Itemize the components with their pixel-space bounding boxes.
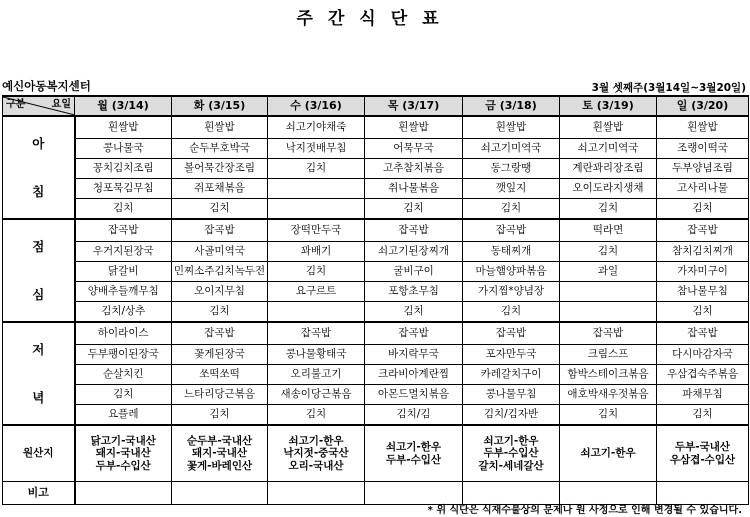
origin-cell [172, 425, 268, 482]
menu-item: 포항초무침 [365, 282, 463, 302]
origin-entry: 쇠고기-한우 [580, 447, 636, 460]
menu-item: 김치 [172, 405, 268, 426]
menu-row-lunch [3, 282, 749, 302]
menu-item: 취나물볶음 [365, 179, 463, 199]
menu-item: 어묵무국 [365, 139, 463, 159]
menu-item: 흰쌀밥 [172, 116, 268, 139]
origin-entry: 쇠고기-한우 [288, 435, 344, 448]
menu-item: 잡곡밥 [268, 322, 365, 345]
menu-item: 가지찜*양념장 [463, 282, 560, 302]
menu-item: 낙지젓배무침 [268, 139, 365, 159]
menu-item: 김치 [463, 199, 560, 220]
menu-item: 콩나물국 [75, 139, 172, 159]
menu-item: 잡곡밥 [365, 219, 463, 242]
meal-label-breakfast [3, 116, 75, 219]
menu-item: 느타리당근볶음 [172, 385, 268, 405]
menu-item: 깻잎지 [463, 179, 560, 199]
day-header-sun: 일 (3/20) [657, 96, 749, 116]
menu-item: 고사리나물 [657, 179, 749, 199]
day-header-mon: 월 (3/14) [75, 96, 172, 116]
menu-item: 꽃게된장국 [172, 345, 268, 365]
origin-cell [463, 425, 560, 482]
menu-item: 카레갈치구이 [463, 365, 560, 385]
menu-item: 두부양념조림 [657, 159, 749, 179]
footnote: * 위 식단은 식재수불상의 문제나 원 사정으로 인해 변경될 수 있습니다. [427, 505, 742, 516]
menu-item: 하이라이스 [75, 322, 172, 345]
origin-cell [365, 425, 463, 482]
origin-entry: 돼지-국내산 [95, 447, 151, 460]
meal-label-top: 아 [32, 136, 45, 152]
meal-label-top: 점 [32, 239, 45, 255]
meal-label-top: 저 [32, 342, 45, 358]
menu-item: 포자만두국 [463, 345, 560, 365]
menu-item: 김치/김 [365, 405, 463, 426]
menu-item: 김치 [560, 199, 657, 220]
menu-item: 참나물무침 [657, 282, 749, 302]
menu-item: 과일 [560, 262, 657, 282]
menu-item: 동그랑땡 [463, 159, 560, 179]
menu-item: 김치/상추 [75, 302, 172, 323]
menu-item: 쇠고기미역국 [463, 139, 560, 159]
center-name: 예신아동복지센터 [2, 79, 91, 93]
meal-label-bottom: 심 [32, 286, 45, 302]
menu-item: 김치 [75, 385, 172, 405]
menu-row-lunch [3, 219, 749, 242]
menu-item: 잡곡밥 [657, 322, 749, 345]
menu-item: 바지락무국 [365, 345, 463, 365]
menu-item [560, 302, 657, 323]
menu-item: 김치 [657, 199, 749, 220]
menu-item: 우거지된장국 [75, 242, 172, 262]
menu-item: 흰쌀밥 [560, 116, 657, 139]
menu-item: 요플레 [75, 405, 172, 426]
origin-cell [657, 425, 749, 482]
day-header-thu: 목 (3/17) [365, 96, 463, 116]
menu-item: 흰쌀밥 [657, 116, 749, 139]
menu-row-dinner [3, 405, 749, 426]
menu-row-lunch [3, 302, 749, 323]
menu-row-dinner [3, 345, 749, 365]
menu-item: 고추참치볶음 [365, 159, 463, 179]
menu-item: 쇠고기미역국 [560, 139, 657, 159]
menu-item: 우삼겹숙주볶음 [657, 365, 749, 385]
menu-item: 흰쌀밥 [463, 116, 560, 139]
menu-item: 김치 [657, 405, 749, 426]
menu-item: 꽈배기 [268, 242, 365, 262]
menu-item: 참치김치찌개 [657, 242, 749, 262]
header-row [3, 96, 749, 116]
menu-item: 오이도라지생채 [560, 179, 657, 199]
menu-row-lunch [3, 242, 749, 262]
menu-item: 조랭이떡국 [657, 139, 749, 159]
menu-item: 김치/김자반 [463, 405, 560, 426]
menu-item: 굴비구이 [365, 262, 463, 282]
menu-item: 가자미구이 [657, 262, 749, 282]
menu-item: 김치 [657, 302, 749, 323]
header-corner [3, 96, 75, 116]
menu-item: 떡라면 [560, 219, 657, 242]
meal-label-bottom: 녁 [32, 389, 45, 405]
menu-item: 김치 [172, 199, 268, 220]
menu-item: 장떡만두국 [268, 219, 365, 242]
day-header-wed: 수 (3/16) [268, 96, 365, 116]
menu-item: 계란꽈리장조림 [560, 159, 657, 179]
origin-entry: 순두부-국내산 [186, 435, 253, 448]
menu-item: 김치 [75, 199, 172, 220]
menu-item: 순두부호박국 [172, 139, 268, 159]
day-header-tue: 화 (3/15) [172, 96, 268, 116]
origin-entry: 꽃게-바레인산 [186, 459, 253, 472]
note-cell [268, 482, 365, 505]
menu-item: 함박스테이크볶음 [560, 365, 657, 385]
note-cell [172, 482, 268, 505]
menu-item: 닭갈비 [75, 262, 172, 282]
menu-item: 김치 [268, 405, 365, 426]
origin-entry: 우삼겹-수입산 [669, 453, 736, 466]
menu-item: 새송이당근볶음 [268, 385, 365, 405]
menu-row-breakfast [3, 199, 749, 220]
menu-item: 김치 [560, 242, 657, 262]
menu-item: 오리불고기 [268, 365, 365, 385]
menu-item: 아몬드멸치볶음 [365, 385, 463, 405]
menu-item: 쏘떡쏘떡 [172, 365, 268, 385]
menu-item: 잡곡밥 [172, 219, 268, 242]
menu-row-breakfast [3, 159, 749, 179]
menu-item: 파채무침 [657, 385, 749, 405]
page-title: 주간식단표 [296, 9, 454, 29]
menu-item: 쇠고기된장찌개 [365, 242, 463, 262]
menu-row-dinner [3, 365, 749, 385]
note-label: 비고 [3, 482, 75, 505]
menu-row-breakfast [3, 139, 749, 159]
menu-row-lunch [3, 262, 749, 282]
menu-item: 잡곡밥 [463, 322, 560, 345]
origin-row [3, 425, 749, 482]
corner-day-label: 요일 [51, 99, 71, 110]
menu-item: 잡곡밥 [463, 219, 560, 242]
menu-item: 김치 [463, 302, 560, 323]
origin-cell [268, 425, 365, 482]
menu-item: 콩나물황태국 [268, 345, 365, 365]
origin-entry: 두부-수입산 [95, 459, 151, 472]
origin-entry: 낙지젓-중국산 [283, 447, 349, 460]
menu-item: 두부팽이된장국 [75, 345, 172, 365]
menu-item: 꽁치김치조림 [75, 159, 172, 179]
meal-label-bottom: 침 [32, 183, 45, 199]
origin-entry: 닭고기-국내산 [90, 435, 156, 448]
menu-item: 요구르트 [268, 282, 365, 302]
origin-entry: 오리-국내산 [288, 459, 344, 472]
menu-item: 김치 [560, 405, 657, 426]
menu-row-dinner [3, 385, 749, 405]
menu-item: 다시마감자국 [657, 345, 749, 365]
menu-item: 크라비아계란찜 [365, 365, 463, 385]
menu-item [268, 179, 365, 199]
weekly-menu-table [2, 95, 749, 505]
origin-entry: 쇠고기-한우 [483, 435, 539, 448]
menu-item: 잡곡밥 [172, 322, 268, 345]
menu-item: 볼어묵간장조림 [172, 159, 268, 179]
menu-item: 쥐포채볶음 [172, 179, 268, 199]
menu-item: 민찌소주김치녹두전 [172, 262, 268, 282]
origin-cell [75, 425, 172, 482]
origin-entry: 쇠고기-한우 [385, 441, 442, 454]
menu-item: 김치 [268, 262, 365, 282]
origin-entry: 두부-수입산 [385, 453, 442, 466]
menu-item: 흰쌀밥 [365, 116, 463, 139]
menu-item: 양배추들깨무침 [75, 282, 172, 302]
menu-item: 김치 [172, 302, 268, 323]
origin-entry: 갈치-세네갈산 [478, 459, 544, 472]
week-label: 3월 셋째주(3월14일~3월20일) [591, 82, 746, 94]
menu-item: 콩나물무침 [463, 385, 560, 405]
menu-item [560, 282, 657, 302]
meal-label-dinner [3, 322, 75, 425]
menu-item: 사골미역국 [172, 242, 268, 262]
menu-item: 오이지무침 [172, 282, 268, 302]
menu-item: 쇠고기야채죽 [268, 116, 365, 139]
menu-item: 순살치킨 [75, 365, 172, 385]
day-header-sat: 토 (3/19) [560, 96, 657, 116]
menu-item: 잡곡밥 [75, 219, 172, 242]
menu-item: 김치 [365, 302, 463, 323]
note-cell [75, 482, 172, 505]
corner-category-label: 구분 [6, 99, 26, 110]
menu-item: 크림스프 [560, 345, 657, 365]
menu-item: 잡곡밥 [365, 322, 463, 345]
menu-item: 흰쌀밥 [75, 116, 172, 139]
menu-row-breakfast [3, 179, 749, 199]
meal-label-lunch [3, 219, 75, 322]
origin-cell [560, 425, 657, 482]
menu-row-breakfast [3, 116, 749, 139]
menu-item: 마늘햄양파볶음 [463, 262, 560, 282]
menu-row-dinner [3, 322, 749, 345]
menu-item: 애호박새우젓볶음 [560, 385, 657, 405]
menu-item: 김치 [268, 159, 365, 179]
menu-item [268, 199, 365, 220]
origin-entry: 두부-수입산 [483, 447, 539, 460]
menu-item: 잡곡밥 [657, 219, 749, 242]
menu-item: 청포묵김무침 [75, 179, 172, 199]
origin-entry: 돼지-국내산 [191, 447, 248, 460]
day-header-fri: 금 (3/18) [463, 96, 560, 116]
menu-item: 동태찌개 [463, 242, 560, 262]
origin-label: 원산지 [3, 425, 75, 482]
menu-item: 김치 [365, 199, 463, 220]
menu-item [268, 302, 365, 323]
menu-item: 잡곡밥 [560, 322, 657, 345]
origin-entry: 두부-국내산 [674, 441, 731, 454]
